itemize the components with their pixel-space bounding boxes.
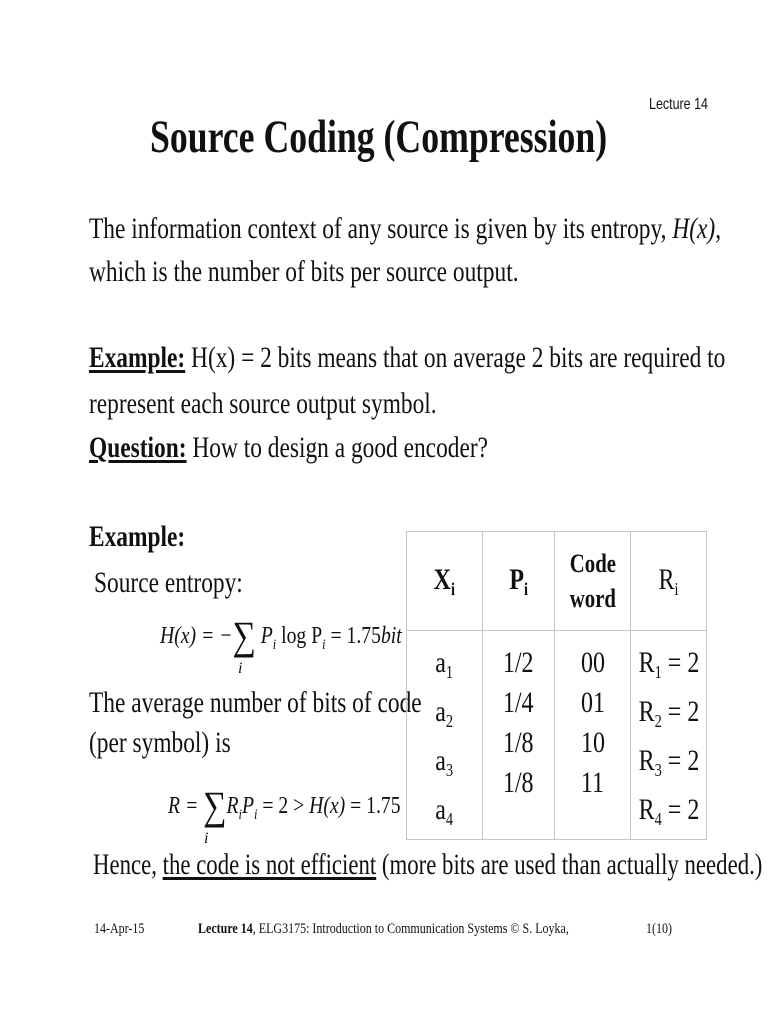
table-cell-symbol: $a_3$ xyxy=(435,744,454,780)
footer-course: Lecture 14, ELG3175: Introduction to Communication Systems © S. Loyka, xyxy=(198,921,569,937)
page-title: Source Coding (Compression) xyxy=(150,111,608,163)
example-1-line-2: represent each source output symbol. xyxy=(89,387,437,420)
symbol-column xyxy=(407,631,483,840)
table-cell-rate: $R_2 = 2$ xyxy=(638,695,700,731)
source-entropy-label: Source entropy: xyxy=(94,566,243,599)
probability-column xyxy=(483,631,555,840)
question-line: Question: How to design a good encoder? xyxy=(89,431,489,464)
rate-column xyxy=(631,631,707,840)
summation-sign: ∑ xyxy=(232,613,256,658)
example-2-label: Example: xyxy=(89,520,186,553)
table-header-row xyxy=(407,532,707,631)
code-table xyxy=(406,531,707,840)
rate-sum-index: i xyxy=(204,830,209,847)
table-cell-rate: $R_4 = 2$ xyxy=(638,793,700,829)
header-symbol: $X_i$ xyxy=(407,532,483,631)
conclusion-emphasis: the code is not efficient xyxy=(162,848,377,881)
footer-date: 14-Apr-15 xyxy=(94,921,145,937)
conclusion-line: Hence, the code is not efficient (more bits are used than actually needed.) xyxy=(93,848,763,881)
table-cell-symbol: $a_2$ xyxy=(435,695,454,731)
table-row xyxy=(407,631,707,840)
table-cell-probability: 1/8 xyxy=(503,726,534,759)
table-cell-codeword: 01 xyxy=(580,686,605,719)
header-codeword: Code word xyxy=(555,532,631,631)
footer-page-number: 1(10) xyxy=(646,921,672,937)
header-probability: $P_i$ xyxy=(483,532,555,631)
lecture-tag: Lecture 14 xyxy=(649,96,708,113)
table-cell-probability: 1/8 xyxy=(503,766,534,799)
average-bits-line-1: The average number of bits of code xyxy=(89,686,422,719)
intro-line-1: The information context of any source is given by its entropy, H(x), xyxy=(89,212,722,245)
table-cell-rate: $R_1 = 2$ xyxy=(638,646,700,682)
table-cell-rate: $R_3 = 2$ xyxy=(638,744,700,780)
table-cell-symbol: $a_1$ xyxy=(435,646,454,682)
table-cell-symbol: $a_4$ xyxy=(435,793,454,829)
rate-formula: $R = \sum R_iP_i = 2 > H(x) = 1.75$ xyxy=(168,783,401,828)
question-label: Question: xyxy=(89,431,187,464)
header-rate: $R_i$ xyxy=(631,532,707,631)
intro-line-2: which is the number of bits per source output. xyxy=(89,255,519,288)
entropy-sum-index: i xyxy=(238,660,243,677)
table-cell-codeword: 00 xyxy=(580,646,605,679)
example-label: Example: xyxy=(89,341,186,374)
entropy-formula: H(x) = −∑ $P_i$ $\log P_i = 1.75bit$ xyxy=(160,613,402,658)
table-cell-codeword: 11 xyxy=(580,766,605,799)
average-bits-line-2: (per symbol) is xyxy=(89,726,231,759)
example-1-line-1: Example: H(x) = 2 bits means that on average 2 bits are required to xyxy=(89,341,726,374)
summation-sign-2: ∑ xyxy=(203,783,227,828)
table-cell-probability: 1/4 xyxy=(503,686,534,719)
codeword-column xyxy=(555,631,631,840)
table-cell-codeword: 10 xyxy=(580,726,605,759)
table-cell-probability: 1/2 xyxy=(503,646,534,679)
